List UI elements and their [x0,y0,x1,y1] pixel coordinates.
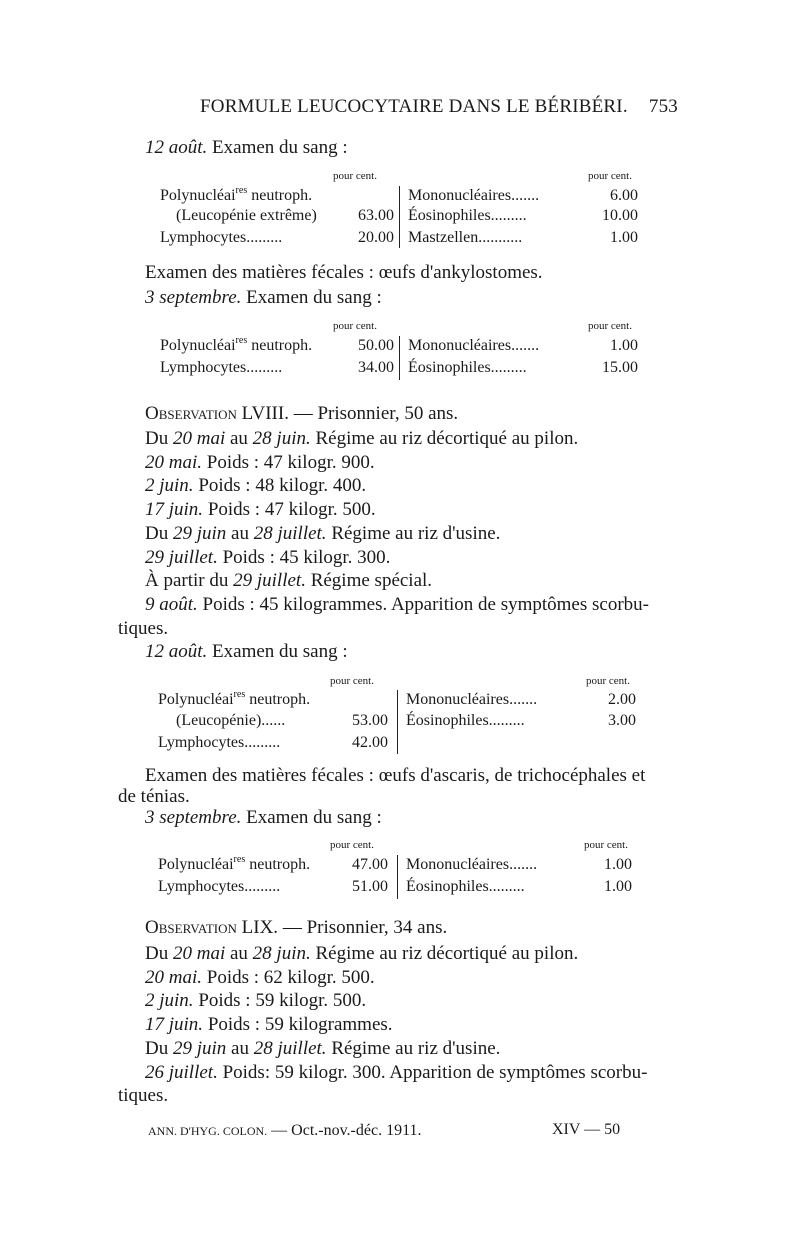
line-text: Régime au riz décortiqué au pilon. [315,943,579,964]
cell-leucopenie: (Leucopénie extrême) [176,207,317,224]
value-leucopenie: 53.00 [352,712,388,729]
pc-right-label: pour cent. [586,675,630,687]
paragraph-exam-3-sept [145,286,382,310]
paragraph-feces-2-cont: de ténias. [118,786,190,807]
observation-line [145,1013,393,1037]
observation-line [145,966,375,990]
value-polynucleaires: 47.00 [352,856,388,873]
observation-text: — Prisonnier, 50 ans. [293,403,459,424]
observation-line [145,427,578,451]
line-text: À partir du [145,570,229,592]
value-eosinophiles: 15.00 [602,359,638,376]
cell-mastzellen: Mastzellen........... [408,229,523,246]
line-text: Poids : 47 kilogr. 900. [206,451,375,473]
paragraph-feces-2: Examen des matières fécales : œufs d'ascaris, de trichocéphales et [145,765,646,786]
paragraph-text: Examen du sang : [212,137,348,158]
observation-line [145,942,578,966]
value-eosinophiles: 3.00 [608,712,636,729]
date-label: 29 juin [172,1037,227,1059]
line-text: tiques. [118,1085,169,1107]
date-label: 29 juillet. [145,546,218,568]
pc-left-label: pour cent. [330,839,374,851]
date-label: 3 septembre. [145,287,242,308]
paragraph-text: Examen du sang : [246,807,382,828]
date-label: 29 juillet. [233,570,306,592]
cell-text: Polynucléai [160,337,236,354]
line-text: Régime au riz d'usine. [331,1037,501,1059]
pc-left-label: pour cent. [333,170,377,182]
observation-line [145,1037,500,1061]
date-label: 28 juillet. [253,522,327,544]
column-divider [397,690,398,754]
cell-polynucleaires [160,336,312,356]
cell-mononucleaires: Mononucléaires....... [406,691,538,708]
line-text: Poids : 62 kilogr. 500. [206,966,375,988]
observation-title: Observation LIX. [145,917,279,938]
cell-mononucleaires: Mononucléaires....... [406,856,538,873]
pc-right-label: pour cent. [588,170,632,182]
observation-line [145,522,500,546]
line-text: Poids : 59 kilogrammes. [207,1014,393,1036]
column-divider [399,186,400,248]
value-lymphocytes: 20.00 [358,229,394,246]
cell-text: Polynucléai [158,691,234,708]
cell-text: Polynucléai [160,187,236,204]
date-label: 20 mai [172,428,226,449]
line-text: Régime spécial. [310,570,433,592]
line-text: Examen du sang : [212,641,348,663]
pc-left-label: pour cent. [330,675,374,687]
observation-line [145,569,432,593]
date-label: 28 juin. [252,428,311,449]
date-label: 12 août. [145,137,208,158]
observation-line [145,451,375,475]
superscript: res [233,689,246,700]
line-text: Poids : 45 kilogr. 300. [222,546,391,568]
date-label: 2 juin. [145,475,194,497]
observation-58-heading [145,402,458,426]
observation-line [118,617,168,641]
column-divider [399,336,400,380]
line-text: Du [145,428,169,449]
observation-line [145,546,390,570]
cell-eosinophiles: Éosinophiles......... [408,359,527,376]
observation-line [145,1061,647,1085]
journal-issue: — Oct.-nov.-déc. 1911. [271,1122,422,1139]
cell-eosinophiles: Éosinophiles......... [406,712,525,729]
date-label: 28 juillet. [253,1037,327,1059]
cell-leucopenie: (Leucopénie)...... [176,712,286,729]
value-mononucleaires: 1.00 [610,337,638,354]
cell-mononucleaires: Mononucléaires....... [408,187,540,204]
date-label: 20 mai [172,943,226,964]
superscript: res [233,854,246,865]
cell-text: neutroph. [247,187,313,204]
observation-line [118,1084,168,1108]
line-text: Régime au riz d'usine. [331,522,501,544]
value-mononucleaires: 6.00 [610,187,638,204]
observation-59-heading [145,916,447,940]
line-text: Du [145,1037,169,1059]
cell-text: neutroph. [245,856,311,873]
date-label: 2 juin. [145,990,194,1012]
date-label: 17 juin. [145,1014,204,1036]
paragraph-exam-12-aout [145,136,348,160]
cell-lymphocytes: Lymphocytes......... [160,359,283,376]
line-text: Poids : 48 kilogr. 400. [198,475,367,497]
superscript: res [235,185,248,196]
value-eosinophiles: 1.00 [604,878,632,895]
column-divider [397,855,398,899]
cell-eosinophiles: Éosinophiles......... [406,878,525,895]
value-lymphocytes: 42.00 [352,734,388,751]
observation-line [145,593,649,617]
journal-name: ANN. D'HYG. COLON. [148,1124,268,1138]
line-text: au [231,522,249,544]
footer-journal [148,1122,421,1140]
date-label: 26 juillet. [145,1061,218,1083]
observation-line [145,498,376,522]
line-text: Régime au riz décortiqué au pilon. [315,428,579,449]
observation-line [145,989,366,1013]
date-label: 29 juin [172,522,227,544]
date-label: 20 mai. [145,451,202,473]
line-text: Du [145,522,169,544]
line-text: Poids : 45 kilogrammes. Apparition de symptômes scorbu- [202,593,649,615]
pc-left-label: pour cent. [333,320,377,332]
observation-line [145,474,366,498]
footer-signature: XIV — 50 [552,1121,621,1138]
pc-right-label: pour cent. [588,320,632,332]
value-mononucleaires: 2.00 [608,691,636,708]
header-title: FORMULE LEUCOCYTAIRE DANS LE BÉRIBÉRI. [200,96,628,117]
line-text: au [229,428,248,449]
date-label: 12 août. [145,641,208,663]
pc-right-label: pour cent. [584,839,628,851]
value-mononucleaires: 1.00 [604,856,632,873]
cell-text: neutroph. [247,337,313,354]
running-header [200,96,678,118]
cell-lymphocytes: Lymphocytes......... [158,734,281,751]
date-label: 3 septembre. [145,807,242,828]
observation-title: Observation LVIII. [145,403,289,424]
cell-text: neutroph. [245,691,311,708]
cell-lymphocytes: Lymphocytes......... [160,229,283,246]
observation-text: — Prisonnier, 34 ans. [282,917,448,938]
cell-eosinophiles: Éosinophiles......... [408,207,527,224]
date-label: 9 août. [145,593,198,615]
paragraph-feces-1: Examen des matières fécales : œufs d'ankylostomes. [145,262,543,283]
value-mastzellen: 1.00 [610,229,638,246]
cell-polynucleaires [158,690,310,710]
date-label: 17 juin. [145,499,204,521]
value-polynucleaires: 50.00 [358,337,394,354]
line-text: au [231,1037,249,1059]
line-text: Poids : 47 kilogr. 500. [207,499,376,521]
value-leucopenie: 63.00 [358,207,394,224]
value-lymphocytes: 51.00 [352,878,388,895]
line-text: au [229,943,248,964]
date-label: 20 mai. [145,966,202,988]
value-lymphocytes: 34.00 [358,359,394,376]
value-eosinophiles: 10.00 [602,207,638,224]
paragraph-text: Examen du sang : [246,287,382,308]
cell-polynucleaires [160,186,312,206]
line-text: tiques. [118,617,169,639]
page-number: 753 [648,96,678,117]
cell-text: Polynucléai [158,856,234,873]
date-label: 28 juin. [252,943,311,964]
superscript: res [235,335,248,346]
line-text: Poids: 59 kilogr. 300. Apparition de symptômes scorbu- [222,1061,648,1083]
cell-lymphocytes: Lymphocytes......... [158,878,281,895]
cell-polynucleaires [158,855,310,875]
observation-line [145,640,348,664]
line-text: Du [145,943,169,964]
paragraph-exam-3-sept-2 [145,806,382,830]
cell-mononucleaires: Mononucléaires....... [408,337,540,354]
line-text: Poids : 59 kilogr. 500. [198,990,367,1012]
